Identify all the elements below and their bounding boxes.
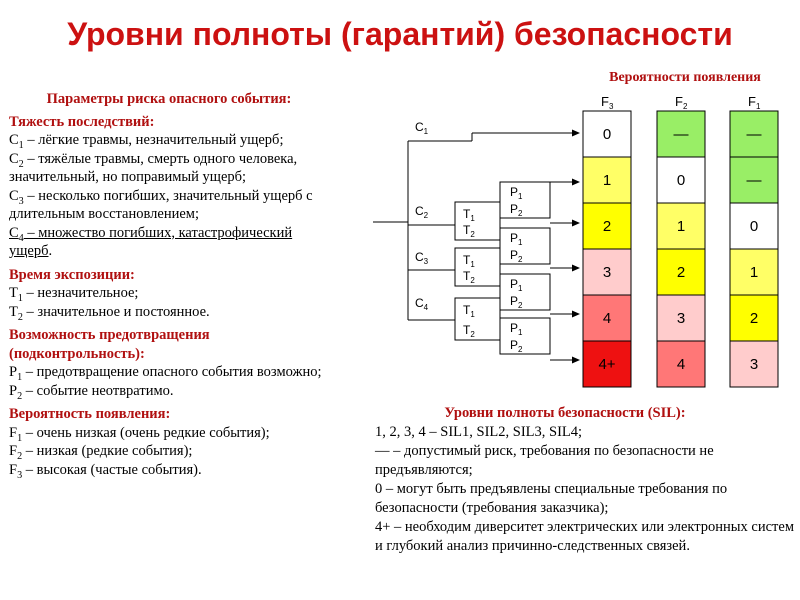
avoidance-section [9,326,329,400]
probability-table-title: Вероятности появления [609,70,761,85]
severity-section [9,113,329,261]
sil-cell-value: 3 [749,356,759,373]
p-node-box [500,182,550,218]
sil-line-2: — – допустимый риск, требования по безопасности не предъявляются; [375,443,714,478]
t-node-box [455,202,500,240]
p2-label: $P_2$ [510,202,523,218]
sil-cell-value: 4 [602,310,612,327]
param-description: – низкая (редкие события); [22,443,193,459]
sil-cell-value: 2 [676,264,686,281]
sil-cell-value: 2 [602,218,612,235]
param-item [9,150,329,187]
param-symbol-index: 2 [18,158,24,170]
sil-legend [375,404,795,556]
param-description: – высокая (частые события). [22,461,202,478]
param-item [9,131,329,150]
param-symbol: T [9,285,18,301]
param-symbol: F [9,461,18,478]
param-item [9,187,329,224]
param-item [9,284,329,303]
sil-cell-value: 1 [602,172,612,189]
avoidance-list [9,363,329,400]
param-description: – событие неотвратимо. [22,382,174,399]
sil-table [583,111,778,387]
sil-cell-value: 0 [602,126,612,143]
t-node-box [455,248,500,286]
sil-cell-value: 2 [749,310,759,327]
column-header-f1: $F_1$ [748,94,761,111]
param-description: – лёгкие травмы, незначительный ущерб; [23,132,284,148]
param-symbol: P [9,364,18,380]
t2-label: $T_2$ [463,269,475,285]
param-symbol-index: 2 [17,311,23,323]
param-description: – предотвращение опасного события возможно; [22,364,322,380]
param-item [9,303,329,322]
param-description: – значительное и постоянное. [22,303,210,320]
p-node-box [500,318,550,354]
risk-parameters-panel [9,90,329,484]
sil-cell-value: — [746,126,762,143]
exposure-section [9,266,329,322]
risk-graph-lines [373,130,580,364]
param-symbol-index: 1 [17,292,23,304]
p2-label: $P_2$ [510,294,523,310]
probability-heading: Вероятность появления: [9,406,171,422]
sil-cell-value: 4 [676,356,686,373]
c3-label: $C_3$ [415,250,429,266]
param-item [9,461,329,480]
arrow-head [572,130,580,137]
risk-parameters-title: Параметры риска опасного события: [46,91,292,107]
t1-label: $T_1$ [463,207,475,223]
t2-label: $T_2$ [463,323,475,339]
severity-list [9,131,329,261]
probability-list [9,424,329,480]
probability-section [9,405,329,479]
arrow-head [572,220,580,227]
param-description: – несколько погибших, значительный ущерб с длительным восстановлением; [9,187,313,222]
param-symbol-index: 1 [17,432,23,444]
sil-line-3: 0 – могут быть предъявлены специальные требования по безопасности (требования заказчика); [375,481,728,516]
param-description: – тяжёлые травмы, смерть одного человека, значительный, но поправимый ущерб; [9,150,298,185]
arrow-head [572,265,580,272]
arrow-head [572,357,580,364]
t1-label: $T_1$ [463,303,475,319]
p2-label: $P_2$ [510,248,523,264]
page-title: Уровни полноты (гарантий) безопасности [67,16,733,52]
param-item [9,442,329,461]
param-description: – множество погибших, катастрофический ущерб [9,224,293,259]
param-symbol: C [9,150,19,167]
sil-cell-value: 0 [676,172,686,189]
avoidance-heading: Возможность предотвращения (подконтрольность): [9,327,210,362]
param-symbol-index: 1 [17,371,23,383]
c1-label: $C_1$ [415,120,429,136]
param-symbol: F [9,443,18,459]
param-item [9,363,329,382]
p1-label: $P_1$ [510,321,523,337]
t-node-box [455,298,500,340]
param-symbol: C [9,132,19,148]
param-description: – очень низкая (очень редкие события); [22,424,270,441]
param-symbol-index: 2 [17,390,23,402]
sil-cell-value: 3 [676,310,686,327]
param-symbol: C [9,187,19,204]
sil-cell-value: 1 [676,218,686,235]
p2-label: $P_2$ [510,338,523,354]
p1-label: $P_1$ [510,185,523,201]
column-header-f3: $F_3$ [601,94,614,111]
param-symbol-index: 3 [18,195,24,207]
param-symbol: P [9,382,18,399]
t1-label: $T_1$ [463,253,475,269]
t2-label: $T_2$ [463,223,475,239]
sil-cell-value: 4+ [598,356,616,373]
sil-cell-value: — [673,126,689,143]
p-node-box [500,274,550,310]
sil-line-1: 1, 2, 3, 4 – SIL1, SIL2, SIL3, SIL4; [375,424,583,440]
sil-cell-value: — [746,172,762,189]
param-symbol: C [9,224,19,241]
param-symbol-index: 1 [18,139,24,151]
exposure-list [9,284,329,321]
param-description: – незначительное; [22,285,139,301]
c4-label: $C_4$ [415,296,429,312]
sil-cell-value: 0 [749,218,759,235]
param-symbol-index: 3 [17,469,23,481]
exposure-heading: Время экспозиции: [9,266,135,283]
p1-label: $P_1$ [510,231,523,247]
sil-line-4: 4+ – необходим диверситет электрических или электронных систем и глубокий анализ причинно-следственных связей. [375,519,794,554]
column-header-f2: $F_2$ [675,94,688,111]
param-item [9,424,329,443]
param-symbol-index: 4 [18,232,24,244]
c2-label: $C_2$ [415,204,429,220]
arrow-head [572,179,580,186]
sil-cell-value: 1 [749,264,759,281]
param-symbol: F [9,424,18,441]
param-item [9,382,329,401]
param-tail: . [48,243,53,259]
sil-cell-value: 3 [602,264,612,281]
param-symbol: T [9,303,18,320]
param-item [9,224,329,261]
arrow-head [572,311,580,318]
p1-label: $P_1$ [510,277,523,293]
param-symbol-index: 2 [17,450,23,462]
severity-heading: Тяжесть последствий: [9,113,155,130]
p-node-box [500,228,550,264]
sil-legend-title: Уровни полноты безопасности (SIL): [444,405,686,421]
